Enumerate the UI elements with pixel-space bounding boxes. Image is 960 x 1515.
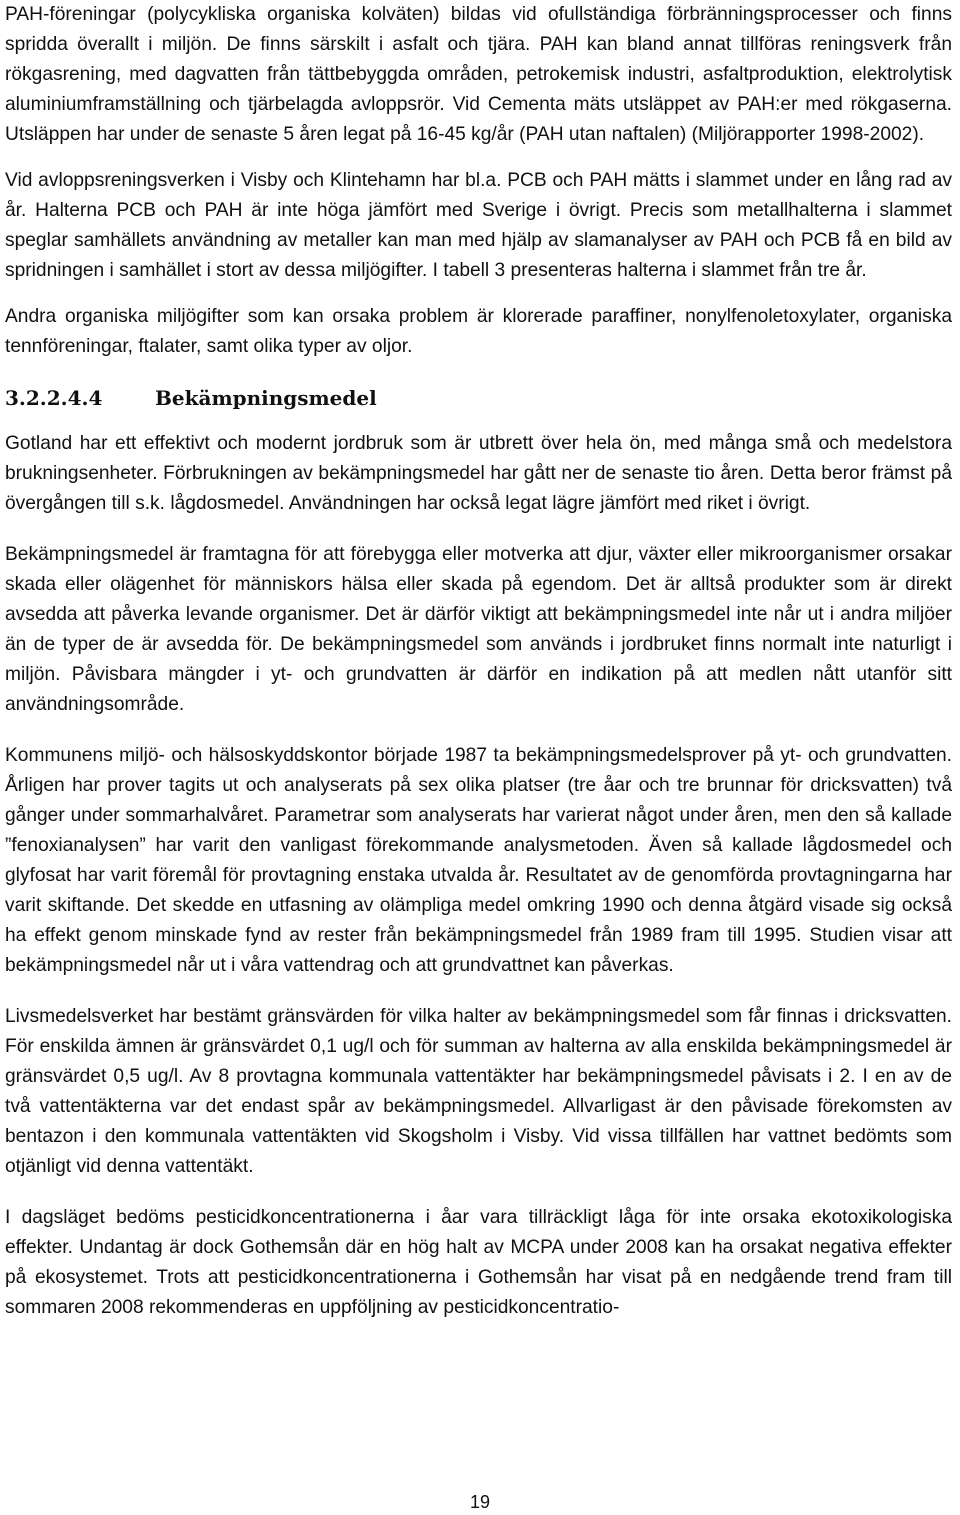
section-title: Bekämpningsmedel [155,386,377,410]
paragraph-sludge-measurements: Vid avloppsreningsverken i Visby och Klintehamn har bl.a. PCB och PAH mätts i slammet under en lång rad av år. Halterna PCB och PAH är inte höga jämfört med Sverige i övrigt. Precis som metallhalterna i slammet speglar samhällets användning av metaller kan man med hjälp av slamanalyser av PAH och PCB få en bild av spridningen i samhället i stort av dessa miljögifter. I tabell 3 presenteras halterna i slammet från tre år. [5,170,952,281]
paragraph-sampling-history: Kommunens miljö- och hälsoskyddskontor började 1987 ta bekämpningsmedelsprover på yt- och grundvatten. Årligen har prover tagits ut och analyserats på sex olika platser (tre åar och tre brunnar för dricksvatten) två gånger under sommarhalvåret. Parametrar som analyserats har varierat något under åren, men den så kallade ”fenoxianalysen” har varit den vanligast förekommande analysmetoden. Även så kallade lågdosmedel och glyfosat har varit föremål för provtagning enstaka utvalda år. Resultatet av de genomförda provtagningarna har varit skiftande. Det skedde en utfasning av olämpliga medel omkring 1990 och denna åtgärd visade sig också ha effekt genom minskade fynd av rester från bekämpningsmedel från 1989 fram till 1995. Studien visar att bekämpningsmedel når ut i våra vattendrag och att grundvattnet kan påverkas. [5,745,952,976]
paragraph-agriculture: Gotland har ett effektivt och modernt jordbruk som är utbrett över hela ön, med många små och medelstora brukningsenheter. Förbrukningen av bekämpningsmedel har gått ner de senaste tio åren. Detta beror främst på övergången till s.k. lågdosmedel. Användningen har också legat lägre jämfört med riket i övrigt. [5,433,952,514]
paragraph-pesticide-definition: Bekämpningsmedel är framtagna för att förebygga eller motverka att djur, växter eller mikroorganismer orsakar skada eller olägenhet för människors hälsa eller skada på egendom. Det är alltså produkter som är direkt avsedda att påverka levande organismer. Det är därför viktigt att bekämpningsmedel inte når ut i andra miljöer än de typer de är avsedda för. De bekämpningsmedel som används i jordbruket finns normalt inte naturligt i miljön. Påvisbara mängder i yt- och grundvatten är därför en indikation på att medlen nått utanför sitt användningsområde. [5,544,952,715]
paragraph-drinking-water-limits: Livsmedelsverket har bestämt gränsvärden för vilka halter av bekämpningsmedel som får finnas i dricksvatten. För enskilda ämnen är gränsvärdet 0,1 ug/l och för summan av halterna av alla enskilda bekämpningsmedel är gränsvärdet 0,5 ug/l. Av 8 provtagna kommunala vattentäkter har bekämpningsmedel påvisats i 2. I en av de två vattentäkterna var det endast spår av bekämpningsmedel. Allvarligast är den påvisade förekomsten av bentazon i den kommunala vattentäkten vid Skogsholm i Visby. Vid vissa tillfällen har vattnet bedömts som otjänligt vid denna vattentäkt. [5,1006,952,1177]
paragraph-other-pollutants: Andra organiska miljögifter som kan orsaka problem är klorerade paraffiner, nonylfenoletoxylater, organiska tennföreningar, ftalater, samt olika typer av oljor. [5,306,952,357]
paragraph-current-assessment: I dagsläget bedöms pesticidkoncentrationerna i åar vara tillräckligt låga för inte orsaka ekotoxikologiska effekter. Undantag är dock Gothemsån där en hög halt av MCPA under 2008 kan ha orsakat negativa effekter på ekosystemet. Trots att pesticidkoncentrationerna i Gothemsån har visat på en nedgående trend fram till sommaren 2008 rekommenderas en uppföljning av pesticidkoncentratio- [5,1207,952,1318]
page-number: 19 [469,1492,491,1512]
section-heading [5,383,952,413]
paragraph-pah-sources: PAH-föreningar (polycykliska organiska kolväten) bildas vid ofullständiga förbränningsprocesser och finns spridda överallt i miljön. De finns särskilt i asfalt och tjära. PAH kan bland annat tillföras reningsverk från rökgasrening, med dagvatten från tättbebyggda områden, petrokemisk industri, asfaltproduktion, elektrolytisk aluminiumframställning och tjärbelagda avloppsrör. Vid Cementa mäts utsläppet av PAH:er med rökgaserna. Utsläppen har under de senaste 5 åren legat på 16-45 kg/år (PAH utan naftalen) (Miljörapporter 1998-2002). [5,4,952,145]
section-number: 3.2.2.4.4 [5,386,103,410]
